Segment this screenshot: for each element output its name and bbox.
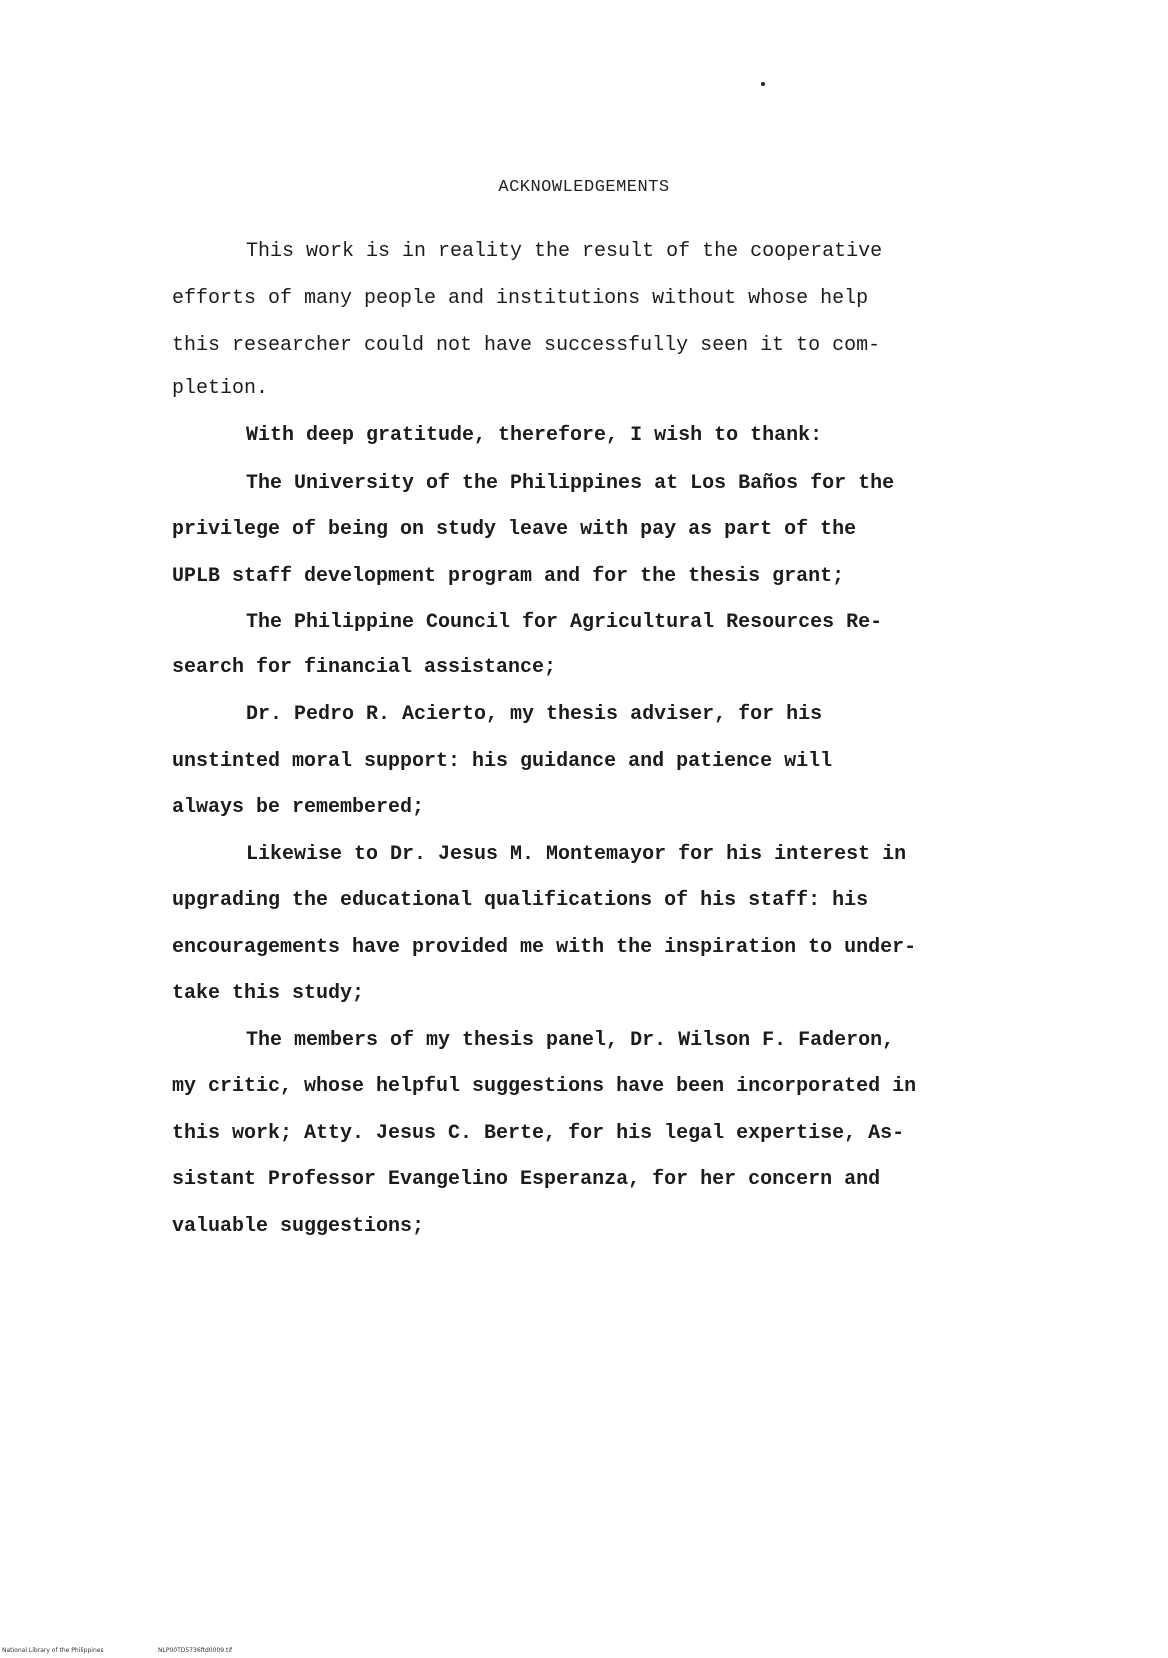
text-line: efforts of many people and institutions without whose help (172, 287, 869, 310)
text-line: sistant Professor Evangelino Esperanza, for her concern and (172, 1168, 881, 1191)
ink-speck (761, 82, 765, 86)
text-line: This work is in reality the result of the cooperative (246, 240, 883, 263)
text-line: The members of my thesis panel, Dr. Wilson F. Faderon, (246, 1029, 895, 1052)
text-line: UPLB staff development program and for the thesis grant; (172, 565, 845, 588)
text-line: privilege of being on study leave with pay as part of the (172, 518, 857, 541)
text-line: this researcher could not have successfully seen it to com- (172, 334, 881, 357)
text-line: this work; Atty. Jesus C. Berte, for his legal expertise, As- (172, 1122, 905, 1145)
text-line: always be remembered; (172, 796, 425, 819)
text-line: valuable suggestions; (172, 1215, 425, 1238)
footer-library: National Library of the Philippines (2, 1647, 104, 1654)
text-line: search for financial assistance; (172, 656, 557, 679)
text-line: take this study; (172, 982, 365, 1005)
text-line: my critic, whose helpful suggestions have been incorporated in (172, 1075, 917, 1098)
page-title: ACKNOWLEDGEMENTS (498, 178, 670, 197)
text-line: With deep gratitude, therefore, I wish to thank: (246, 424, 823, 447)
text-line: The Philippine Council for Agricultural Resources Re- (246, 611, 883, 634)
text-line: Dr. Pedro R. Acierto, my thesis adviser, for his (246, 703, 823, 726)
text-line: pletion. (172, 377, 269, 400)
footer-filename: NLP00TD5736ftd0009.tif (158, 1647, 233, 1654)
text-line: upgrading the educational qualifications of his staff: his (172, 889, 869, 912)
text-line: Likewise to Dr. Jesus M. Montemayor for his interest in (246, 843, 907, 866)
text-line: The University of the Philippines at Los Baños for the (246, 472, 895, 495)
text-line: unstinted moral support: his guidance and patience will (172, 750, 833, 773)
text-line: encouragements have provided me with the inspiration to under- (172, 936, 917, 959)
